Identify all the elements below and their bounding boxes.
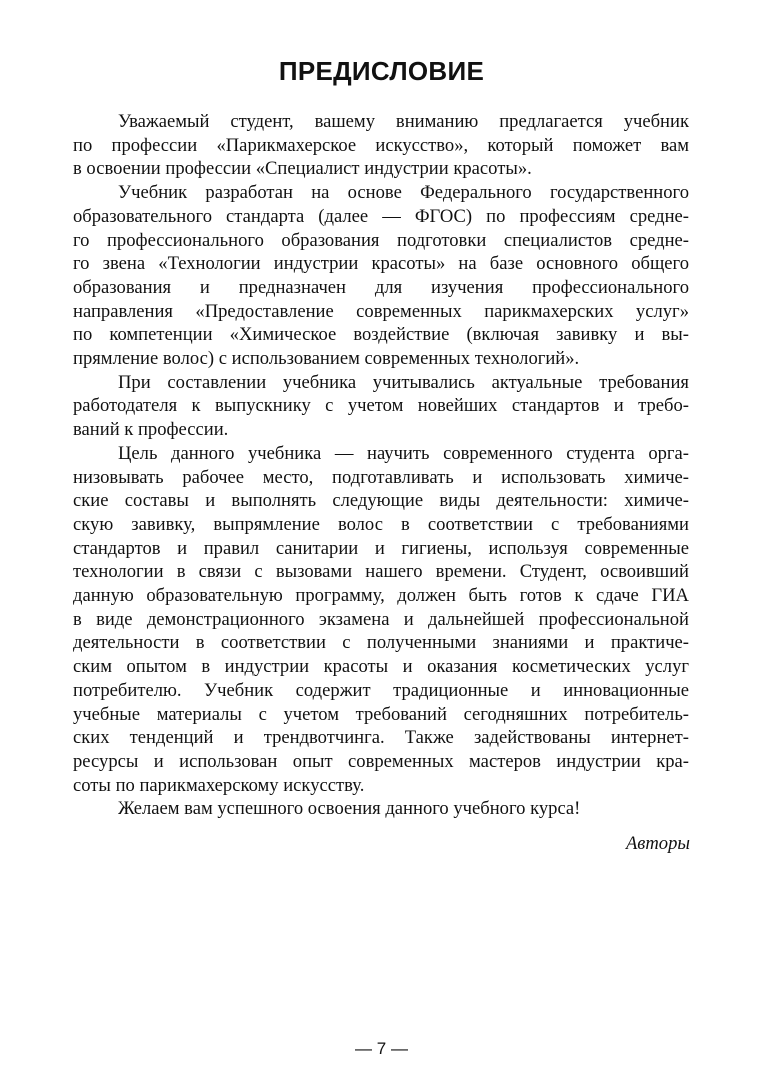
- text-line: учебные материалы с учетом требований сегодняшних потребитель-: [73, 703, 689, 725]
- text-line: го звена «Технологии индустрии красоты» на базе основного общего: [73, 253, 689, 275]
- text-line: деятельности в соответствии с полученными знаниями и практиче-: [73, 632, 689, 654]
- text-line: направления «Предоставление современных парикмахерских услуг»: [73, 300, 689, 322]
- text-line: работодателя к выпускнику с учетом новейших стандартов и требо-: [73, 395, 689, 417]
- paragraph-2: [73, 181, 689, 371]
- text-line: ских тенденций и трендвотчинга. Также задействованы интернет-: [73, 727, 689, 749]
- text-line: образовательного стандарта (далее — ФГОС) по профессиям средне-: [73, 205, 689, 227]
- text-line: по компетенции «Химическое воздействие (включая завивку и вы-: [73, 324, 689, 346]
- text-line: в освоении профессии «Специалист индустрии красоты».: [73, 158, 532, 180]
- preface-body: [73, 110, 689, 821]
- text-line: по профессии «Парикмахерское искусство», который поможет вам: [73, 134, 689, 156]
- text-line: ресурсы и использован опыт современных мастеров индустрии кра-: [73, 750, 689, 772]
- signature: Авторы: [625, 833, 690, 854]
- text-line: Желаем вам успешного освоения данного учебного курса!: [118, 798, 581, 820]
- text-line: потребителю. Учебник содержит традиционные и инновационные: [73, 679, 689, 701]
- text-line: го профессионального образования подготовки специалистов средне-: [73, 229, 689, 251]
- text-line: Уважаемый студент, вашему вниманию предлагается учебник: [118, 111, 689, 132]
- text-line: в виде демонстрационного экзамена и дальнейшей профессиональной: [73, 608, 689, 630]
- paragraph-3: [73, 371, 689, 442]
- text-line: Цель данного учебника — научить современного студента орга-: [118, 442, 689, 464]
- text-line: данную образовательную программу, должен быть готов к сдаче ГИА: [73, 585, 689, 607]
- text-line: ваний к профессии.: [73, 419, 229, 441]
- text-line: технологии в связи с вызовами нашего времени. Студент, освоивший: [73, 561, 689, 583]
- paragraph-5: [73, 797, 689, 821]
- page-title: ПРЕДИСЛОВИЕ: [278, 56, 485, 86]
- text-line: соты по парикмахерскому искусству.: [73, 774, 365, 796]
- paragraph-1: [73, 110, 689, 181]
- text-line: прямление волос) с использованием современных технологий».: [73, 348, 580, 370]
- text-line: ские составы и выполнять следующие виды деятельности: химиче-: [73, 490, 689, 512]
- text-line: низовывать рабочее место, подготавливать и использовать химиче-: [73, 466, 689, 488]
- text-line: ским опытом в индустрии красоты и оказания косметических услуг: [73, 656, 689, 678]
- text-line: образования и предназначен для изучения профессионального: [73, 276, 689, 298]
- paragraph-4: [73, 442, 689, 798]
- text-line: скую завивку, выпрямление волос в соответствии с требованиями: [73, 513, 689, 535]
- page-number: — 7 —: [355, 1039, 408, 1058]
- text-line: Учебник разработан на основе Федерального государственного: [118, 182, 689, 204]
- text-line: стандартов и правил санитарии и гигиены, используя современные: [73, 537, 689, 559]
- text-line: При составлении учебника учитывались актуальные требования: [118, 371, 689, 393]
